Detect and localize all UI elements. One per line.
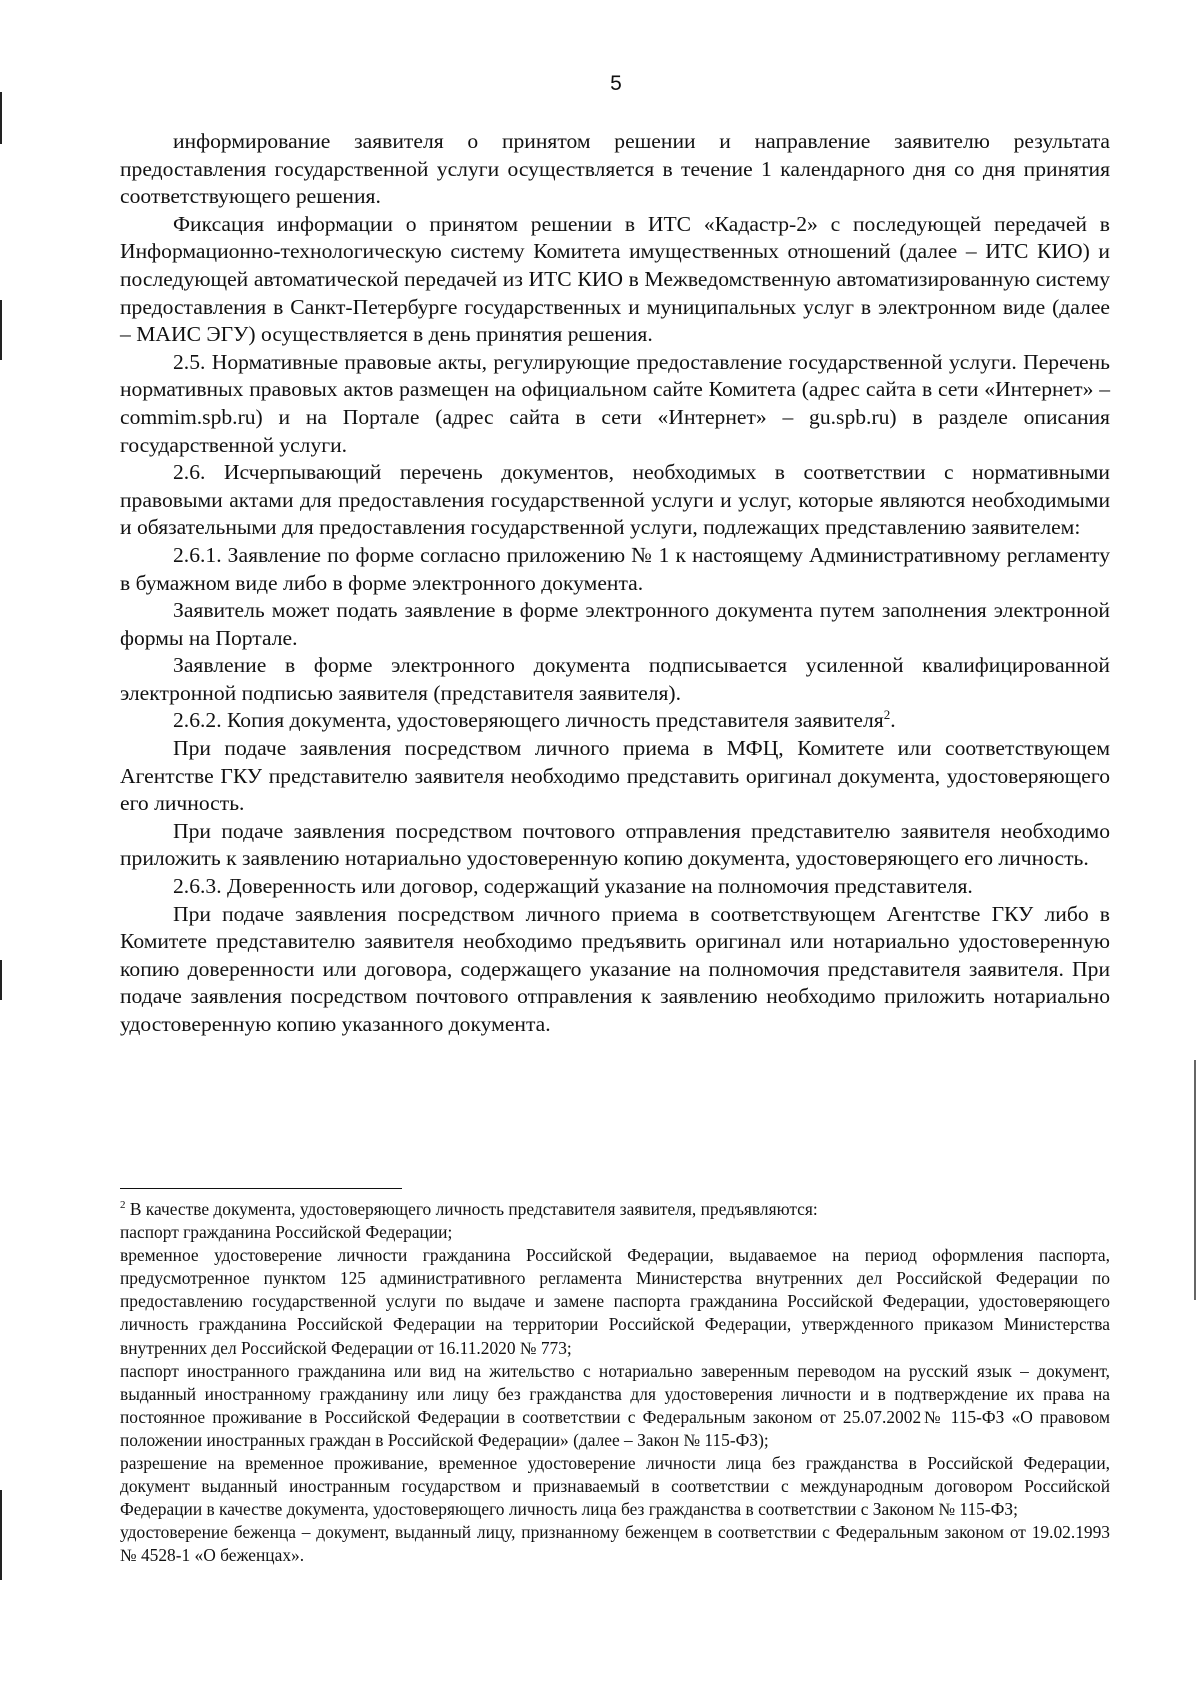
paragraph: 2.6.3. Доверенность или договор, содержащий указание на полномочия представителя.: [173, 874, 973, 899]
footnote-item: паспорт гражданина Российской Федерации;: [120, 1222, 453, 1243]
footnote-item: удостоверение беженца – документ, выданный лицу, признанному беженцем в соответствии с Федеральным законом от 19.02.1993 № 4528-1 «О беженцах».: [120, 1522, 1110, 1566]
footnotes: [120, 1198, 1110, 1568]
main-text: [120, 128, 1110, 1039]
footnote-intro-text: В качестве документа, удостоверяющего личность представителя заявителя, предъявляются:: [125, 1199, 818, 1219]
scan-edge-mark: [0, 960, 2, 1000]
paragraph: Заявитель может подать заявление в форме электронного документа путем заполнения электронной формы на Портале.: [120, 598, 1110, 650]
footnote-item: временное удостоверение личности гражданина Российской Федерации, выдаваемое на период оформления паспорта, предусмотренное пунктом 125 административного регламента Министерства внутренних дел Российской Федерации по предоставлению государственной услуги по выдаче и замене паспорта гражданина Российской Федерации, удостоверяющего личность гражданина Российской Федерации на территории Российской Федерации, утвержденного приказом Министерства внутренних дел Российской Федерации от 16.11.2020 № 773;: [120, 1245, 1110, 1358]
scan-edge-mark: [0, 1490, 2, 1580]
paragraph-text: 2.6.2. Копия документа, удостоверяющего личность представителя заявителя: [173, 708, 884, 733]
scan-edge-mark: [1194, 1060, 1196, 1300]
paragraph: 2.6.1. Заявление по форме согласно приложению № 1 к настоящему Административному регламенту в бумажном виде либо в форме электронного документа.: [120, 542, 1110, 595]
paragraph-with-footnote: [120, 707, 1110, 735]
paragraph: При подаче заявления посредством личного приема в соответствующем Агентстве ГКУ либо в Комитете представителю заявителя необходимо предъявить оригинал или нотариально удостоверенную копию доверенности или договора, содержащего указание на полномочия представителя заявителя. При подаче заявления посредством почтового отправления к заявлению необходимо приложить нотариально удостоверенную копию указанного документа.: [120, 901, 1110, 1036]
paragraph: 2.5. Нормативные правовые акты, регулирующие предоставление государственной услуги. Перечень нормативных правовых актов размещен на официальном сайте Комитета (адрес сайта в сети «Интернет» – commim.spb.ru) и на Портале (адрес сайта в сети «Интернет» – gu.spb.ru) в разделе описания государственной услуги.: [120, 349, 1110, 457]
paragraph: При подаче заявления посредством личного приема в МФЦ, Комитете или соответствующем Агентстве ГКУ представителю заявителя необходимо представить оригинал документа, удостоверяющего его личность.: [120, 736, 1110, 816]
footnote-item: паспорт иностранного гражданина или вид на жительство с нотариально заверенным переводом на русский язык – документ, выданный иностранному гражданину или лицу без гражданства для удостоверения личности и в подтверждение их права на постоянное проживание в Российской Федерации в соответствии с Федеральным законом от 25.07.2002№ 115-ФЗ «О правовом положении иностранных граждан в Российской Федерации» (далее – Закон № 115-ФЗ);: [120, 1360, 1110, 1450]
footnote-reference[interactable]: 2: [883, 707, 891, 723]
paragraph: информирование заявителя о принятом решении и направление заявителю результата предоставления государственной услуги осуществляется в течение 1 календарного дня со дня принятия соответствующего решения.: [120, 129, 1110, 209]
paragraph: При подаче заявления посредством почтового отправления представителю заявителя необходимо приложить к заявлению нотариально удостоверенную копию документа, удостоверяющего его личность.: [120, 818, 1110, 871]
footnote-item: разрешение на временное проживание, временное удостоверение личности лица без гражданства в Российской Федерации, документ выданный иностранным государством и признаваемый в соответствии с международным договором Российской Федерации в качестве документа, удостоверяющего личность лица без гражданства в соответствии с Законом № 115-ФЗ;: [120, 1453, 1110, 1520]
paragraph-end: .: [890, 708, 896, 733]
paragraph: Заявление в форме электронного документа подписывается усиленной квалифицированной электронной подписью заявителя (представителя заявителя).: [120, 653, 1110, 705]
scan-edge-mark: [0, 92, 2, 144]
paragraph: Фиксация информации о принятом решении в ИТС «Кадастр-2» с последующей передачей в Информационно-технологическую систему Комитета имущественных отношений (далее – ИТС КИО) и последующей автоматической передачей из ИТС КИО в Межведомственную автоматизированную систему предоставления в Санкт-Петербурге государственных и муниципальных услуг в электронном виде (далее – МАИС ЭГУ) осуществляется в день принятия решения.: [120, 211, 1110, 347]
page-number: 5: [610, 72, 622, 95]
scan-edge-mark: [0, 300, 2, 360]
footnote-separator: [120, 1188, 402, 1189]
paragraph: 2.6. Исчерпывающий перечень документов, необходимых в соответствии с нормативными правовыми актами для предоставления государственной услуги и услуг, которые являются необходимыми и обязательными для предоставления государственной услуги, подлежащих представлению заявителем:: [120, 460, 1110, 540]
footnote-marker: 2: [120, 1199, 126, 1212]
footnote-intro: [120, 1198, 1110, 1221]
